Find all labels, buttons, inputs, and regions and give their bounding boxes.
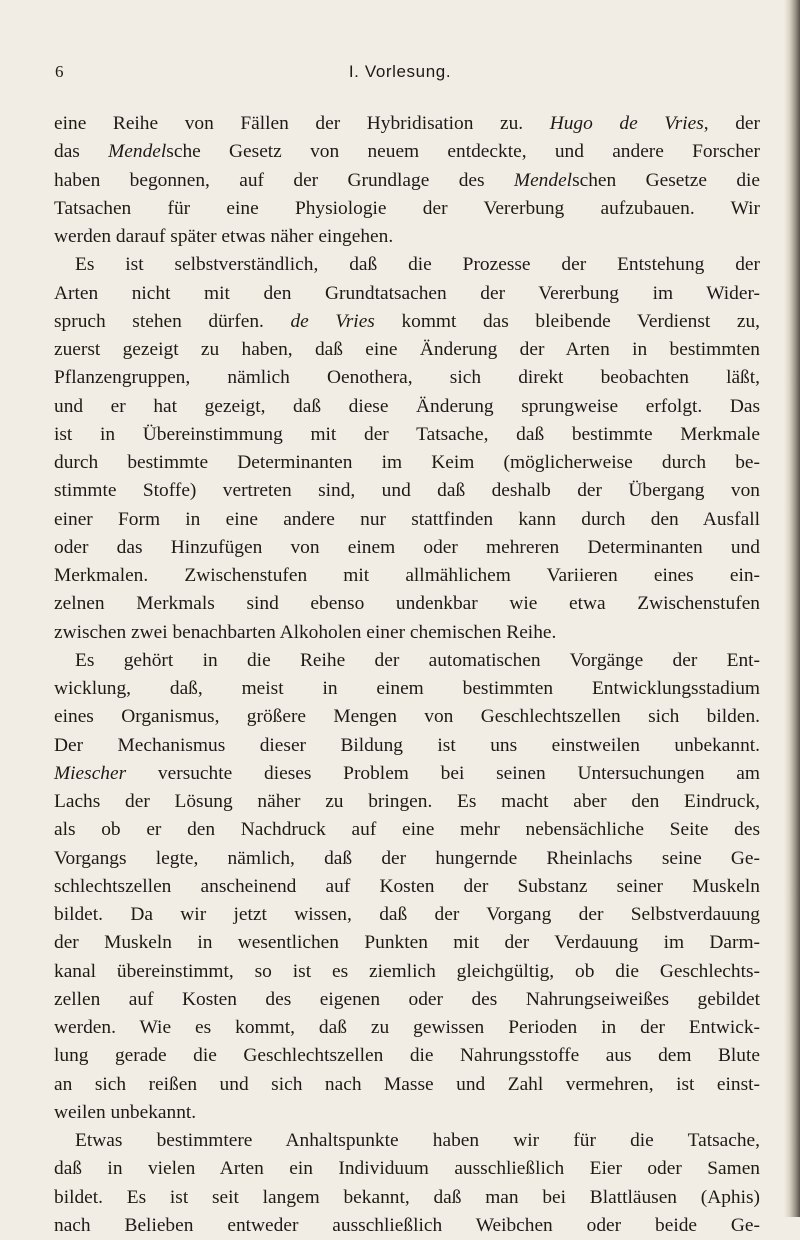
text-segment: bildet. Es ist seit langem bekannt, daß man bei Blattläusen (Aphis) — [54, 1186, 760, 1208]
text-line — [54, 647, 760, 675]
text-segment: Merkmalen. Zwischenstufen mit allmählichem Variieren eines ein- — [54, 565, 760, 586]
italic-name: Mendel — [108, 141, 167, 163]
text-segment: Etwas bestimmtere Anhaltspunkte haben wir für die Tatsache, — [75, 1130, 760, 1151]
text-segment: werden darauf später etwas näher eingehen. — [54, 226, 394, 247]
text-line — [54, 1099, 760, 1127]
body-text — [54, 110, 760, 1240]
text-line — [54, 195, 760, 223]
text-line — [54, 336, 760, 364]
page-number: 6 — [55, 62, 64, 81]
text-segment: Tatsachen für eine Physiologie der Vererbung aufzubauen. Wir — [54, 197, 760, 219]
text-segment: schen Gesetze die — [572, 169, 761, 191]
text-line — [54, 477, 760, 505]
text-line — [54, 816, 760, 844]
text-line — [54, 1184, 760, 1212]
text-line — [54, 506, 760, 534]
text-segment: bildet. Da wir jetzt wissen, daß der Vorgang der Selbstverdauung — [54, 904, 760, 925]
page-header — [0, 62, 800, 86]
italic-name: Hugo de Vries — [549, 113, 704, 134]
text-segment: an sich reißen und sich nach Masse und Zahl vermehren, ist einst- — [54, 1073, 760, 1095]
text-line — [54, 1071, 760, 1099]
text-segment: schlechtszellen anscheinend auf Kosten der Substanz seiner Muskeln — [54, 875, 760, 897]
text-segment: zellen auf Kosten des eigenen oder des Nahrungseiweißes gebildet — [54, 988, 760, 1010]
text-line — [54, 986, 760, 1014]
text-segment: eine Reihe von Fällen der Hybridisation zu. — [54, 113, 550, 134]
text-line — [54, 760, 760, 788]
text-segment: nach Belieben entweder ausschließlich Weibchen oder beide Ge- — [54, 1214, 760, 1236]
text-line — [54, 562, 760, 590]
text-segment: als ob er den Nachdruck auf eine mehr nebensächliche Seite des — [54, 819, 760, 841]
text-segment: Der Mechanismus dieser Bildung ist uns einstweilen unbekannt. — [54, 734, 760, 756]
text-segment: der Muskeln in wesentlichen Punkten mit der Verdauung im Darm- — [54, 932, 760, 954]
text-segment: zwischen zwei benachbarten Alkoholen einer chemischen Reihe. — [54, 621, 557, 643]
text-segment: Arten nicht mit den Grundtatsachen der Vererbung im Wider- — [54, 282, 760, 304]
text-segment: daß in vielen Arten ein Individuum ausschließlich Eier oder Samen — [54, 1158, 760, 1180]
text-line — [54, 421, 760, 449]
text-line — [54, 138, 760, 166]
text-line — [54, 393, 760, 421]
text-segment: das — [54, 141, 109, 163]
text-line — [54, 845, 760, 873]
text-line — [54, 280, 760, 308]
text-line — [54, 1212, 760, 1240]
text-segment: zuerst gezeigt zu haben, daß eine Änderung der Arten in bestimmten — [54, 339, 760, 360]
text-line — [54, 1155, 760, 1183]
text-line — [54, 675, 760, 703]
text-segment: wicklung, daß, meist in einem bestimmten Entwicklungsstadium — [54, 678, 760, 699]
text-line — [54, 958, 760, 986]
text-line — [54, 590, 760, 618]
text-line — [54, 873, 760, 901]
text-line — [54, 308, 760, 336]
text-segment: Pflanzengruppen, nämlich Oenothera, sich direkt beobachten läßt, — [54, 367, 760, 389]
text-line — [54, 901, 760, 929]
text-line — [54, 1042, 760, 1070]
text-line — [54, 788, 760, 816]
text-segment: einer Form in eine andere nur stattfinden kann durch den Ausfall — [54, 508, 760, 530]
text-segment: Vorgangs legte, nämlich, daß der hungernde Rheinlachs seine Ge- — [54, 847, 760, 869]
text-segment: haben begonnen, auf der Grundlage des — [54, 169, 514, 191]
text-segment: stimmte Stoffe) vertreten sind, und daß deshalb der Übergang von — [54, 480, 760, 502]
text-line — [54, 223, 760, 251]
text-segment: oder das Hinzufügen von einem oder mehreren Determinanten und — [54, 536, 760, 558]
text-segment: eines Organismus, größere Mengen von Geschlechtszellen sich bilden. — [54, 706, 760, 728]
text-line — [54, 364, 760, 392]
text-segment: , der — [703, 113, 760, 134]
text-segment: Lachs der Lösung näher zu bringen. Es macht aber den Eindruck, — [54, 791, 760, 812]
text-segment: weilen unbekannt. — [54, 1101, 197, 1123]
text-segment: lung gerade die Geschlechtszellen die Nahrungsstoffe aus dem Blute — [54, 1045, 760, 1067]
text-line — [54, 1127, 760, 1155]
text-segment: Es ist selbstverständlich, daß die Prozesse der Entstehung der — [75, 254, 760, 276]
text-line — [54, 929, 760, 957]
page-gutter-shadow — [784, 0, 800, 1217]
italic-name: Mendel — [513, 169, 573, 191]
italic-name: Miescher — [54, 762, 127, 784]
text-segment: Es gehört in die Reihe der automatischen Vorgänge der Ent- — [75, 649, 760, 671]
text-line — [54, 167, 760, 195]
text-segment: durch bestimmte Determinanten im Keim (möglicherweise durch be- — [54, 452, 760, 473]
text-line — [54, 732, 760, 760]
text-segment: sche Gesetz von neuem entdeckte, und andere Forscher — [166, 141, 760, 163]
text-segment: und er hat gezeigt, daß diese Änderung sprungweise erfolgt. Das — [54, 395, 760, 417]
text-segment: zelnen Merkmals sind ebenso undenkbar wie etwa Zwischenstufen — [54, 593, 760, 615]
text-segment: kanal übereinstimmt, so ist es ziemlich gleichgültig, ob die Geschlechts- — [54, 960, 760, 982]
text-line — [54, 110, 760, 138]
text-line — [54, 251, 760, 279]
text-line — [54, 449, 760, 477]
text-line — [54, 619, 760, 647]
text-segment: werden. Wie es kommt, daß zu gewissen Perioden in der Entwick- — [54, 1017, 760, 1038]
running-title: I. Vorlesung. — [348, 62, 452, 81]
text-line — [54, 703, 760, 731]
text-line — [54, 1014, 760, 1042]
text-segment: ist in Übereinstimmung mit der Tatsache, daß bestimmte Merkmale — [54, 423, 760, 445]
text-segment: kommt das bleibende Verdienst zu, — [374, 310, 761, 332]
text-line — [54, 534, 760, 562]
text-segment: versuchte dieses Problem bei seinen Untersuchungen am — [126, 762, 760, 784]
text-segment: spruch stehen dürfen. — [54, 310, 291, 332]
italic-name: de Vries — [290, 310, 375, 332]
